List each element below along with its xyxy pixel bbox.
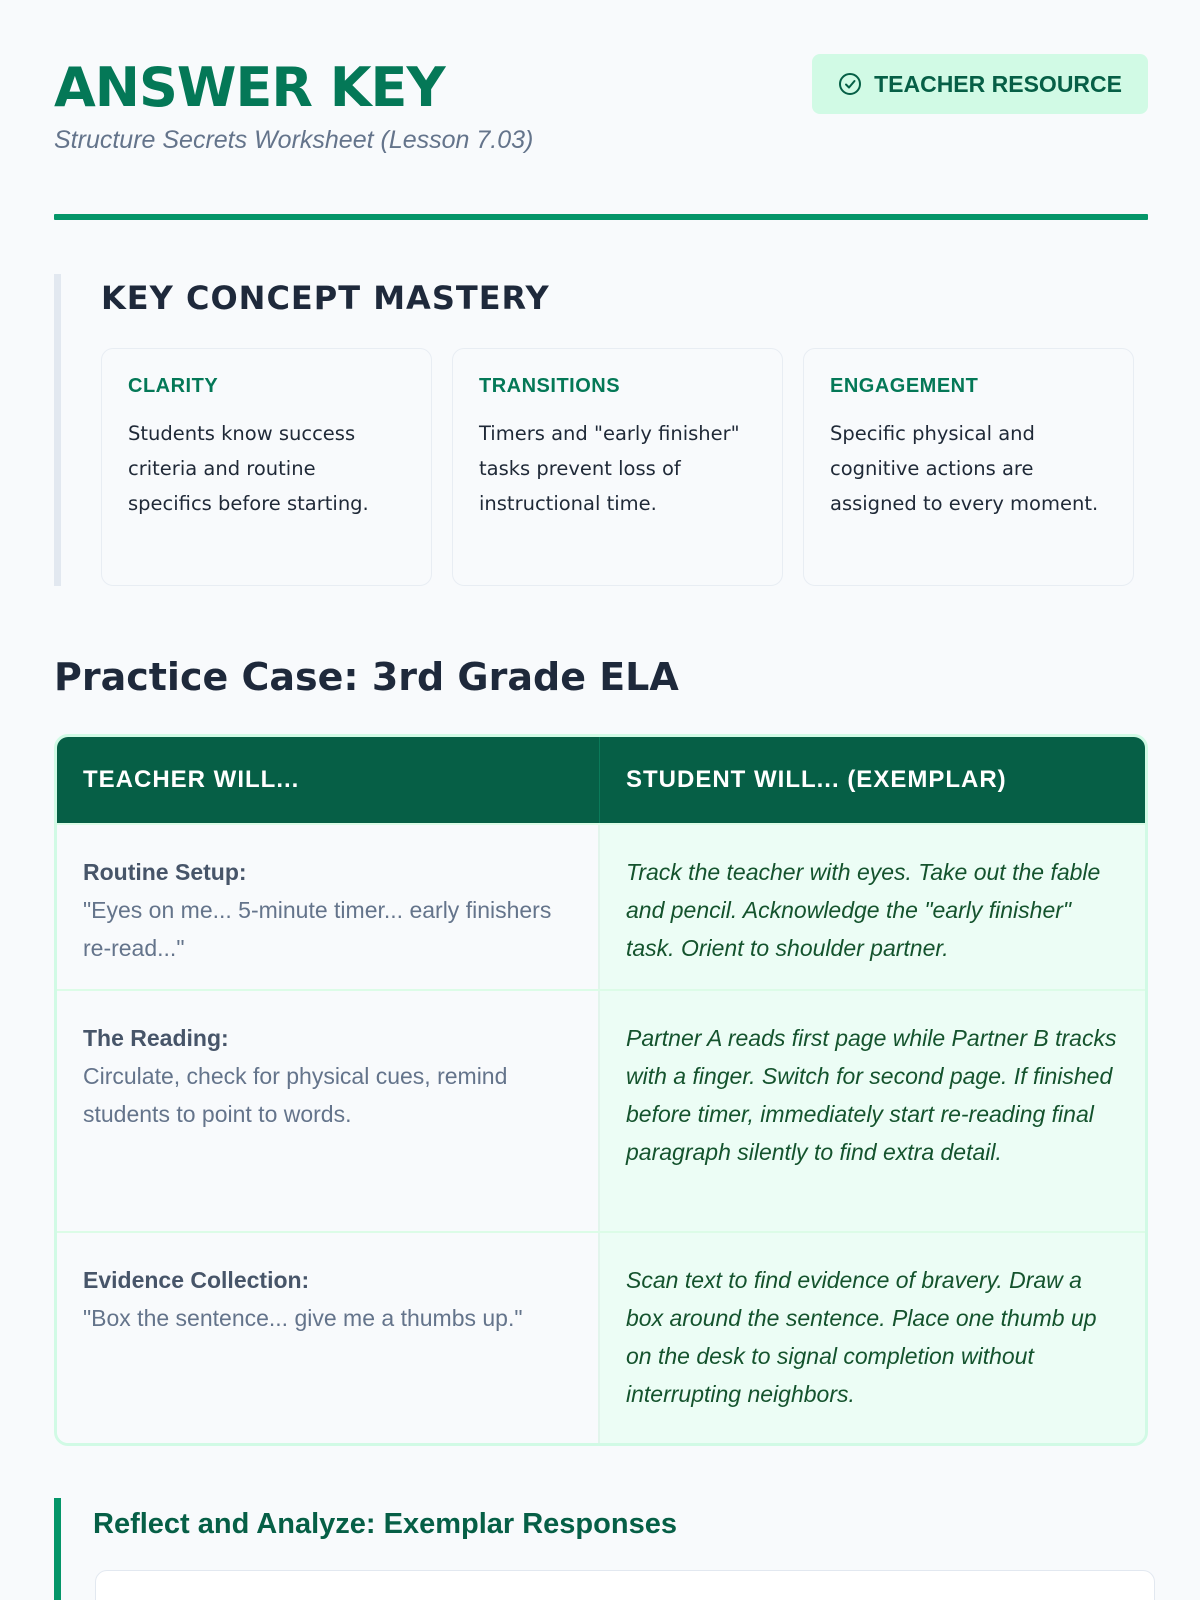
header-divider <box>54 214 1148 220</box>
concept-text: Specific physical and cognitive actions are assigned to every moment. <box>830 422 1099 515</box>
student-text: Partner A reads first page while Partner B tracks with a finger. Switch for second page. If finished before timer, immediately start re-reading final paragraph silently to find extra detail. <box>626 1025 1117 1165</box>
reflect-title: Reflect and Analyze: Exemplar Responses <box>93 1508 677 1540</box>
student-cell <box>600 825 1145 989</box>
student-cell <box>600 1233 1145 1443</box>
teacher-resource-badge <box>812 54 1148 114</box>
practice-table <box>54 734 1148 1446</box>
key-concept-section <box>54 274 1148 586</box>
concept-heading: ENGAGEMENT <box>830 375 979 397</box>
teacher-cell <box>57 825 600 989</box>
column-header-teacher: TEACHER WILL... <box>57 737 600 823</box>
answer-key-page <box>54 0 1148 1540</box>
concept-text: Students know success criteria and routine specifics before starting. <box>128 422 369 515</box>
row-label: The Reading: <box>83 1025 229 1051</box>
table-row <box>57 823 1145 989</box>
row-label: Routine Setup: <box>83 859 247 885</box>
header <box>54 0 1148 220</box>
teacher-text: "Box the sentence... give me a thumbs up." <box>83 1305 523 1331</box>
concept-card-transitions <box>452 348 783 586</box>
table-header <box>57 737 1145 823</box>
reflect-section <box>54 1498 1148 1600</box>
page-subtitle: Structure Secrets Worksheet (Lesson 7.03) <box>54 126 534 154</box>
page-title: ANSWER KEY <box>54 56 445 119</box>
response-card <box>95 1570 1155 1600</box>
table-row <box>57 1231 1145 1443</box>
check-circle-icon <box>838 72 862 96</box>
concept-text: Timers and "early finisher" tasks prevent loss of instructional time. <box>479 422 740 515</box>
concept-card-engagement <box>803 348 1134 586</box>
column-header-student: STUDENT WILL... (EXEMPLAR) <box>626 766 1007 793</box>
row-label: Evidence Collection: <box>83 1267 310 1293</box>
concept-heading: CLARITY <box>128 375 219 397</box>
concept-card-clarity <box>101 348 432 586</box>
table-row <box>57 989 1145 1231</box>
badge-label: TEACHER RESOURCE <box>874 70 1122 97</box>
teacher-cell <box>57 991 600 1231</box>
student-text: Scan text to find evidence of bravery. Draw a box around the sentence. Place one thumb up on the desk to signal completion without interrupting neighbors. <box>626 1267 1097 1407</box>
concept-heading: TRANSITIONS <box>479 375 621 397</box>
student-text: Track the teacher with eyes. Take out the fable and pencil. Acknowledge the "early finisher" task. Orient to shoulder partner. <box>626 859 1101 961</box>
teacher-text: "Eyes on me... 5-minute timer... early finishers re-read..." <box>83 897 552 961</box>
teacher-cell <box>57 1233 600 1443</box>
teacher-text: Circulate, check for physical cues, remind students to point to words. <box>83 1063 508 1127</box>
concepts-title: KEY CONCEPT MASTERY <box>101 279 550 317</box>
practice-case-title: Practice Case: 3rd Grade ELA <box>54 655 679 699</box>
student-cell <box>600 991 1145 1231</box>
